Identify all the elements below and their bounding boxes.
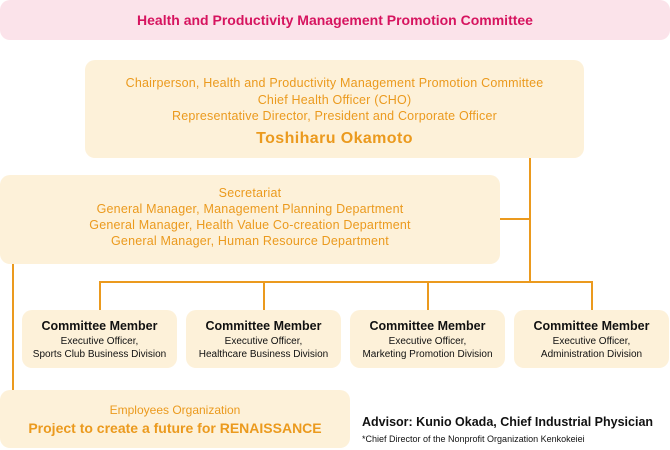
secretariat-line: General Manager, Health Value Co-creation Department: [89, 218, 411, 232]
member-role: Executive Officer,: [60, 336, 139, 347]
member-division: Administration Division: [540, 348, 643, 360]
member-title: Committee Member: [369, 319, 486, 333]
member-division: Healthcare Business Division: [198, 348, 329, 360]
member-division: Sports Club Business Division: [32, 348, 167, 360]
employees-label: Employees Organization: [109, 403, 241, 417]
chairperson-line: Chief Health Officer (CHO): [257, 92, 412, 107]
advisor-note: *Chief Director of the Nonprofit Organization Kenkokeiei: [362, 434, 585, 444]
connector-member-4: [591, 281, 593, 310]
secretariat-box: [0, 175, 500, 264]
committee-title: Health and Productivity Management Promotion Committee: [137, 12, 533, 28]
committee-title-bar: [0, 0, 670, 40]
committee-member-box: [186, 310, 341, 368]
chairperson-name: Toshiharu Okamoto: [256, 129, 413, 147]
connector-member-1: [99, 281, 101, 310]
committee-member-box: [22, 310, 177, 368]
member-title: Committee Member: [205, 319, 322, 333]
employees-organization-box: [0, 390, 350, 448]
chairperson-line: Chairperson, Health and Productivity Management Promotion Committee: [125, 76, 544, 90]
secretariat-line: General Manager, Management Planning Department: [96, 202, 404, 216]
member-title: Committee Member: [41, 319, 158, 333]
connector-member-3: [427, 281, 429, 310]
connector-employees: [12, 264, 14, 390]
employees-project: Project to create a future for RENAISSANCE: [28, 420, 322, 436]
member-role: Executive Officer,: [388, 336, 467, 347]
chairperson-line: Representative Director, President and Corporate Officer: [171, 109, 497, 123]
committee-member-box: [350, 310, 505, 368]
connector-members-horizontal: [99, 281, 593, 283]
secretariat-line: General Manager, Human Resource Department: [111, 234, 389, 248]
chairperson-box: [85, 60, 584, 158]
member-role: Executive Officer,: [552, 336, 631, 347]
connector-member-2: [263, 281, 265, 310]
member-title: Committee Member: [533, 319, 650, 333]
connector-secretariat: [500, 218, 531, 220]
member-division: Marketing Promotion Division: [362, 348, 493, 360]
committee-member-box: [514, 310, 669, 368]
secretariat-title: Secretariat: [218, 186, 282, 200]
connector-chair-to-members: [529, 158, 531, 283]
advisor-text: Advisor: Kunio Okada, Chief Industrial Physician: [362, 415, 654, 429]
member-role: Executive Officer,: [224, 336, 303, 347]
